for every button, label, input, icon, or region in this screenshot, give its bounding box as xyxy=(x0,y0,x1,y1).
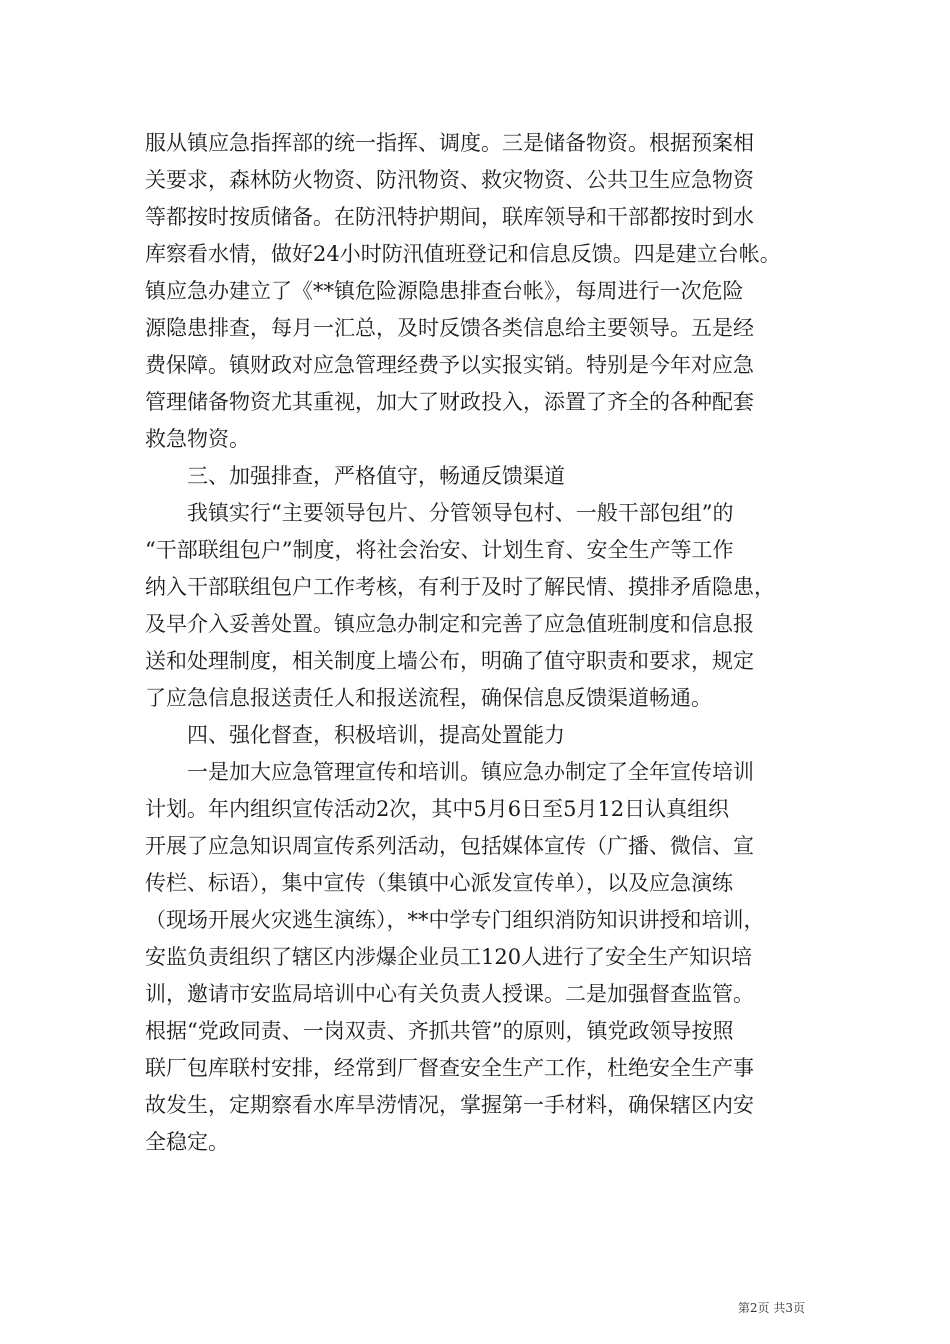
text-line: 联厂包库联村安排，经常到厂督查安全生产工作，杜绝安全生产事 xyxy=(145,1056,754,1080)
text-line: 关要求，森林防火物资、防汛物资、救灾物资、公共卫生应急物资 xyxy=(145,168,754,192)
page-number: 第2页 共3页 xyxy=(737,1301,805,1315)
text-line: 全稳定。 xyxy=(145,1130,229,1154)
text-line: 传栏、标语），集中宣传（集镇中心派发宣传单），以及应急演练 xyxy=(145,871,733,895)
text-line: 镇应急办建立了《**镇危险源隐患排查台帐》，每周进行一次危险 xyxy=(145,279,744,303)
text-line: 开展了应急知识周宣传系列活动，包括媒体宣传（广播、微信、宣 xyxy=(145,834,754,858)
text-line: 故发生，定期察看水库旱涝情况，掌握第一手材料，确保辖区内安 xyxy=(145,1093,754,1117)
text-line: 送和处理制度，相关制度上墙公布，明确了值守职责和要求，规定 xyxy=(145,649,754,673)
text-line: 我镇实行“主要领导包片、分管领导包村、一般干部包组”的 xyxy=(187,501,734,525)
text-line: 救急物资。 xyxy=(145,427,250,451)
text-line: 等都按时按质储备。在防汛特护期间，联库领导和干部都按时到水 xyxy=(145,205,754,229)
text-line: 库察看水情，做好24小时防汛值班登记和信息反馈。四是建立台帐。 xyxy=(145,242,781,266)
text-line: 计划。年内组织宣传活动2次，其中5月6日至5月12日认真组织 xyxy=(145,797,730,821)
text-line: （现场开展火灾逃生演练），**中学专门组织消防知识讲授和培训， xyxy=(145,908,765,932)
text-line: 了应急信息报送责任人和报送流程，确保信息反馈渠道畅通。 xyxy=(145,686,712,710)
text-line: “干部联组包户”制度，将社会治安、计划生育、安全生产等工作 xyxy=(145,538,734,562)
text-line: 四、强化督查，积极培训，提高处置能力 xyxy=(187,723,565,747)
text-line: 根据“党政同责、一岗双责、齐抓共管”的原则，镇党政领导按照 xyxy=(145,1019,734,1043)
text-line: 纳入干部联组包户工作考核，有利于及时了解民情、摸排矛盾隐患， xyxy=(145,575,775,599)
text-line: 安监负责组织了辖区内涉爆企业员工120人进行了安全生产知识培 xyxy=(145,945,753,969)
text-line: 管理储备物资尤其重视，加大了财政投入，添置了齐全的各种配套 xyxy=(145,390,754,414)
text-line: 源隐患排查，每月一汇总，及时反馈各类信息给主要领导。五是经 xyxy=(145,316,754,340)
text-line: 三、加强排查，严格值守，畅通反馈渠道 xyxy=(187,464,565,488)
text-line: 服从镇应急指挥部的统一指挥、调度。三是储备物资。根据预案相 xyxy=(145,131,754,155)
text-line: 及早介入妥善处置。镇应急办制定和完善了应急值班制度和信息报 xyxy=(145,612,754,636)
text-line: 一是加大应急管理宣传和培训。镇应急办制定了全年宣传培训 xyxy=(187,760,754,784)
text-line: 费保障。镇财政对应急管理经费予以实报实销。特别是今年对应急 xyxy=(145,353,754,377)
document-body xyxy=(145,125,805,1161)
text-line: 训，邀请市安监局培训中心有关负责人授课。二是加强督查监管。 xyxy=(145,982,754,1006)
